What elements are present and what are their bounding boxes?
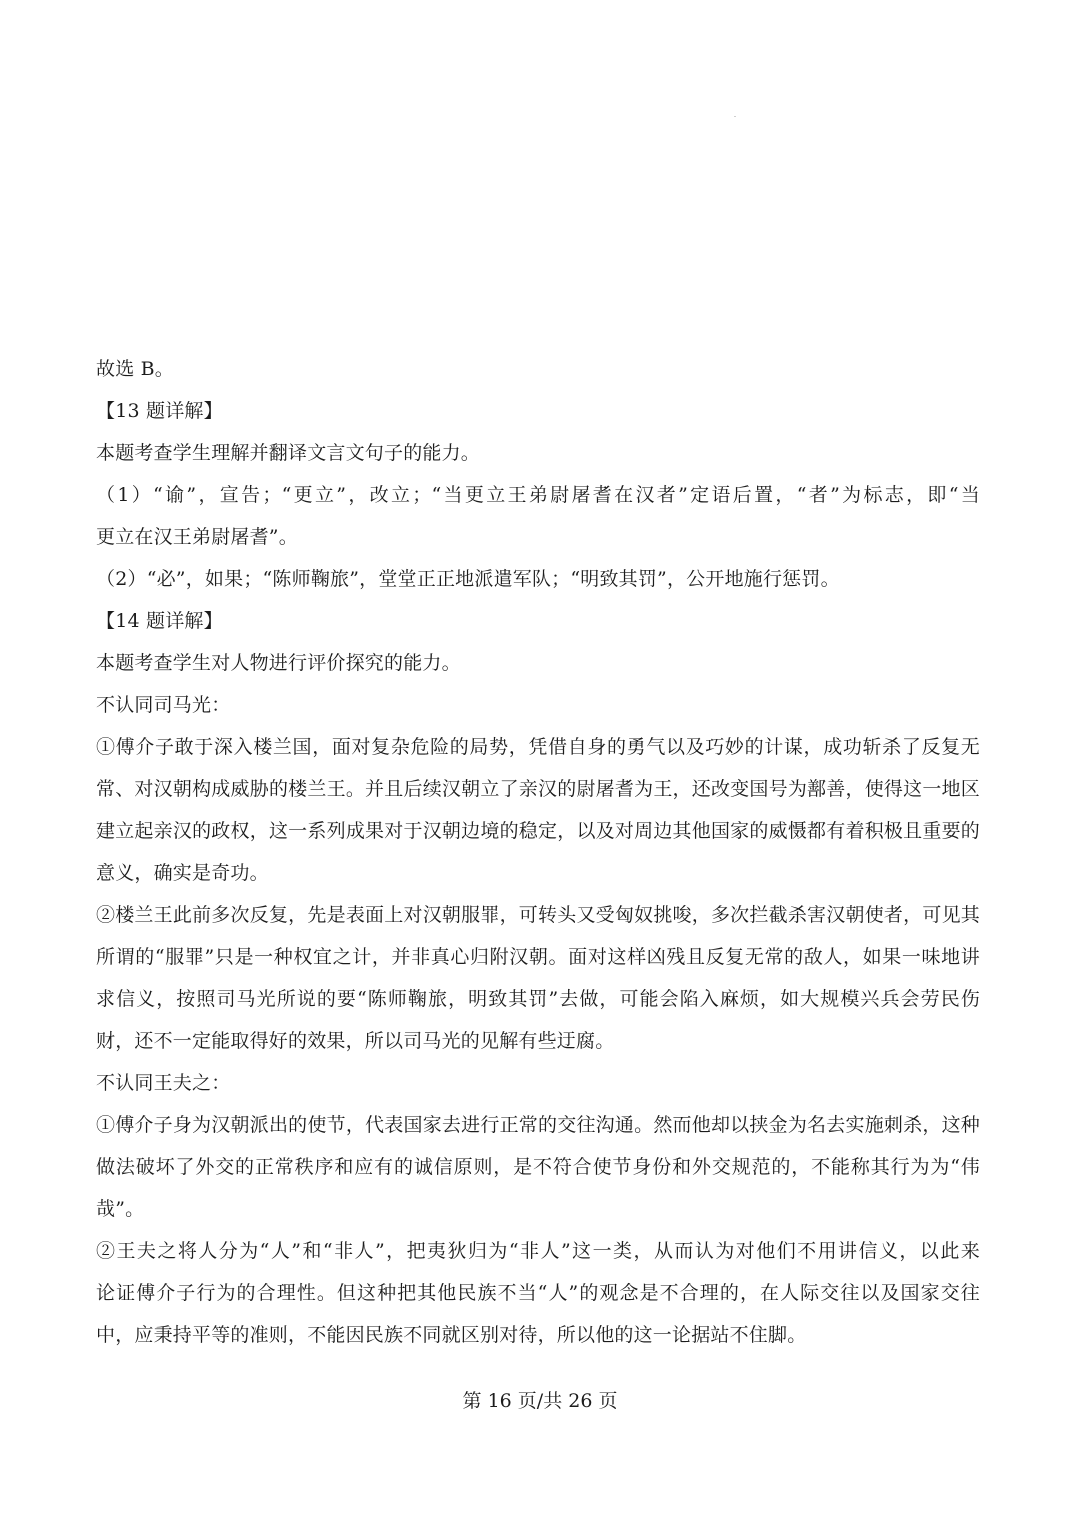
text-line: 做法破坏了外交的正常秩序和应有的诚信原则，是不符合使节身份和外交规范的，不能称其行为为“伟 [96,1156,980,1178]
text-line: 意义，确实是奇功。 [96,862,269,884]
section-heading-13: 【13 题详解】 [96,400,223,422]
section-intro-14: 本题考查学生对人物进行评价探究的能力。 [96,652,461,674]
text-line: 常、对汉朝构成威胁的楼兰王。并且后续汉朝立了亲汉的尉屠耆为王，还改变国号为鄯善，使得这一地区 [96,778,980,800]
text-line: ②王夫之将人分为“人”和“非人”，把夷狄归为“非人”这一类，从而认为对他们不用讲信义，以此来 [96,1240,980,1262]
text-line: 建立起亲汉的政权，这一系列成果对于汉朝边境的稳定，以及对周边其他国家的威慑都有着积极且重要的 [96,820,980,842]
text-line: 所谓的“服罪”只是一种权宜之计，并非真心归附汉朝。面对这样凶残且反复无常的敌人，如果一味地讲 [96,946,980,968]
text-line: ①傅介子身为汉朝派出的使节，代表国家去进行正常的交往沟通。然而他却以挟金为名去实施刺杀，这种 [96,1114,980,1136]
answer-conclusion: 故选 B。 [96,358,175,380]
answer-explanation-body [96,348,980,1356]
text-line: （1）“谕”，宣告；“更立”，改立；“当更立王弟尉屠耆在汉者”定语后置，“者”为标志，即“当 [96,484,980,506]
text-line: 中，应秉持平等的准则，不能因民族不同就区别对待，所以他的这一论据站不住脚。 [96,1324,807,1346]
text-line: 财，还不一定能取得好的效果，所以司马光的见解有些迂腐。 [96,1030,615,1052]
text-line: ①傅介子敢于深入楼兰国，面对复杂危险的局势，凭借自身的勇气以及巧妙的计谋，成功斩杀了反复无 [96,736,980,758]
subheading-disagree-sima-guang: 不认同司马光： [96,694,231,716]
text-line: 论证傅介子行为的合理性。但这种把其他民族不当“人”的观念是不合理的，在人际交往以及国家交往 [96,1282,980,1304]
text-line: （2）“必”，如果；“陈师鞠旅”，堂堂正正地派遣军队；“明致其罚”，公开地施行惩罚。 [96,568,840,590]
text-line: 哉”。 [96,1198,145,1220]
section-heading-14: 【14 题详解】 [96,610,223,632]
text-line: 求信义，按照司马光所说的要“陈师鞠旅，明致其罚”去做，可能会陷入麻烦，如大规模兴兵会劳民伤 [96,988,980,1010]
text-line: ②楼兰王此前多次反复，先是表面上对汉朝服罪，可转头又受匈奴挑唆，多次拦截杀害汉朝使者，可见其 [96,904,980,926]
page-number-footer: 第 16 页/共 26 页 [462,1390,618,1412]
section-intro-13: 本题考查学生理解并翻译文言文句子的能力。 [96,442,481,464]
subheading-disagree-wang-fuzhi: 不认同王夫之： [96,1072,231,1094]
scan-speck [734,116,736,117]
text-line: 更立在汉王弟尉屠耆”。 [96,526,298,548]
